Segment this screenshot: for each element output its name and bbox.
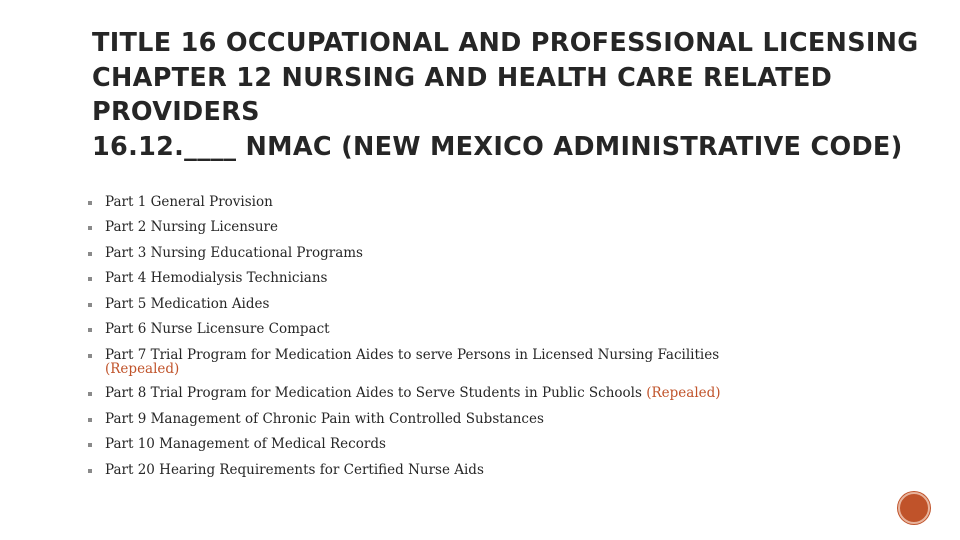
list-item-text: Part 20 Hearing Requirements for Certified Nurse Aids bbox=[105, 462, 484, 478]
bullet-icon bbox=[88, 277, 92, 281]
bullet-icon bbox=[88, 328, 92, 332]
title-line-1: TITLE 16 OCCUPATIONAL AND PROFESSIONAL LICENSING bbox=[92, 28, 919, 58]
list-item bbox=[88, 464, 828, 478]
list-item bbox=[88, 387, 828, 401]
list-item-text: Part 4 Hemodialysis Technicians bbox=[105, 270, 328, 286]
list-item-text: Part 9 Management of Chronic Pain with Controlled Substances bbox=[105, 411, 544, 427]
list-item-text: Part 3 Nursing Educational Programs bbox=[105, 245, 363, 261]
bullet-icon bbox=[88, 469, 92, 473]
list-item bbox=[88, 323, 828, 337]
list-item bbox=[88, 438, 828, 452]
list-item bbox=[88, 298, 828, 312]
bullet-icon bbox=[88, 418, 92, 422]
list-item-text: Part 10 Management of Medical Records bbox=[105, 436, 386, 452]
list-item-text: Part 1 General Provision bbox=[105, 194, 273, 210]
title-line-3: PROVIDERS bbox=[92, 97, 260, 127]
repealed-label: (Repealed) bbox=[646, 385, 721, 401]
list-item bbox=[88, 247, 828, 261]
list-item-text: Part 7 Trial Program for Medication Aides to serve Persons in Licensed Nursing Facilities bbox=[105, 347, 720, 363]
list-item bbox=[88, 221, 828, 235]
slide-badge-icon bbox=[898, 492, 930, 524]
list-item-text-wrapper bbox=[105, 387, 828, 401]
bullet-icon bbox=[88, 354, 92, 358]
list-item bbox=[88, 272, 828, 286]
title-line-4: 16.12.____ NMAC (NEW MEXICO ADMINISTRATIVE CODE) bbox=[92, 131, 903, 162]
list-item-text: Part 5 Medication Aides bbox=[105, 296, 270, 312]
list-item bbox=[88, 349, 828, 376]
repealed-label: (Repealed) bbox=[105, 360, 180, 377]
bullet-icon bbox=[88, 443, 92, 447]
list-item bbox=[88, 196, 828, 210]
list-item-text: Part 8 Trial Program for Medication Aides to Serve Students in Public Schools bbox=[105, 385, 642, 401]
slide-title bbox=[92, 26, 942, 164]
title-line-2: CHAPTER 12 NURSING AND HEALTH CARE RELATED bbox=[92, 62, 833, 93]
list-item bbox=[88, 413, 828, 427]
list-item-text: Part 2 Nursing Licensure bbox=[105, 219, 279, 235]
list-item-text: Part 6 Nurse Licensure Compact bbox=[105, 321, 330, 337]
bullet-icon bbox=[88, 252, 92, 256]
bullet-icon bbox=[88, 303, 92, 307]
bullet-icon bbox=[88, 392, 92, 396]
bullet-icon bbox=[88, 226, 92, 230]
bullet-icon bbox=[88, 201, 92, 205]
